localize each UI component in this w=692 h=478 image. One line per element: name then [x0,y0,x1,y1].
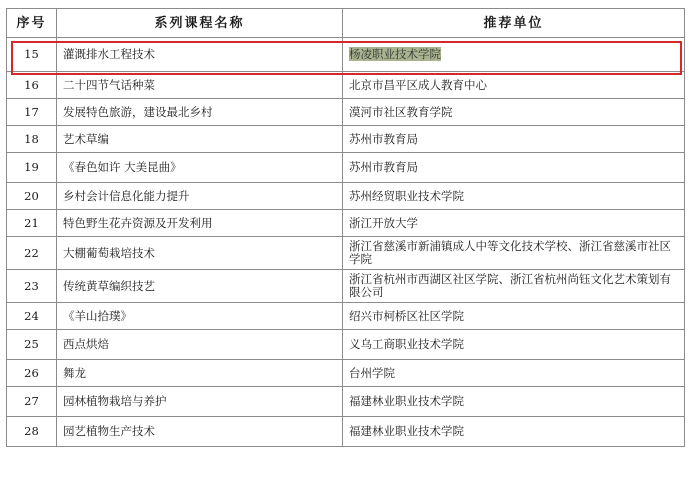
table-header-row [7,9,685,38]
table-row [7,270,685,303]
table-row [7,72,685,99]
row-course: 园林植物栽培与养护 [57,387,343,417]
table-row [7,153,685,183]
row-unit [343,38,685,72]
row-unit: 福建林业职业技术学院 [343,417,685,447]
course-table [6,8,685,447]
table-row [7,210,685,237]
row-unit: 苏州经贸职业技术学院 [343,183,685,210]
row-course: 特色野生花卉资源及开发利用 [57,210,343,237]
row-course: 二十四节气话种菜 [57,72,343,99]
table-row [7,99,685,126]
row-index: 17 [7,99,57,126]
table-row [7,330,685,360]
table-row [7,387,685,417]
row-unit: 绍兴市柯桥区社区学院 [343,303,685,330]
row-index: 28 [7,417,57,447]
row-course: 发展特色旅游，建设最北乡村 [57,99,343,126]
header-recommending-unit: 推荐单位 [343,9,685,38]
row-unit: 义乌工商职业技术学院 [343,330,685,360]
row-unit: 苏州市教育局 [343,153,685,183]
row-index: 26 [7,360,57,387]
row-unit: 浙江省杭州市西湖区社区学院、浙江省杭州尚钰文化艺术策划有限公司 [343,270,685,303]
row-course: 传统黄草编织技艺 [57,270,343,303]
row-course: 艺术草编 [57,126,343,153]
row-course: 大棚葡萄栽培技术 [57,237,343,270]
table-row [7,303,685,330]
row-course: 园艺植物生产技术 [57,417,343,447]
row-course: 乡村会计信息化能力提升 [57,183,343,210]
row-index: 15 [7,38,57,72]
row-unit: 浙江省慈溪市新浦镇成人中等文化技术学校、浙江省慈溪市社区学院 [343,237,685,270]
table-row [7,126,685,153]
table-row [7,360,685,387]
row-index: 24 [7,303,57,330]
row-unit: 苏州市教育局 [343,126,685,153]
row-course: 舞龙 [57,360,343,387]
row-unit: 台州学院 [343,360,685,387]
row-index: 20 [7,183,57,210]
table-row [7,183,685,210]
row-index: 22 [7,237,57,270]
row-unit: 福建林业职业技术学院 [343,387,685,417]
header-index: 序号 [7,9,57,38]
table-row [7,38,685,72]
row-course: 《春色如许 大美昆曲》 [57,153,343,183]
row-index: 19 [7,153,57,183]
table-row [7,417,685,447]
highlighted-text: 杨凌职业技术学院 [349,47,441,61]
row-course: 西点烘焙 [57,330,343,360]
table-row [7,237,685,270]
row-index: 25 [7,330,57,360]
row-index: 18 [7,126,57,153]
row-course: 《羊山拾璞》 [57,303,343,330]
row-index: 21 [7,210,57,237]
row-unit: 漠河市社区教育学院 [343,99,685,126]
header-course-name: 系列课程名称 [57,9,343,38]
row-unit: 北京市昌平区成人教育中心 [343,72,685,99]
row-course: 灌溉排水工程技术 [57,38,343,72]
row-index: 27 [7,387,57,417]
row-index: 16 [7,72,57,99]
row-index: 23 [7,270,57,303]
row-unit: 浙江开放大学 [343,210,685,237]
